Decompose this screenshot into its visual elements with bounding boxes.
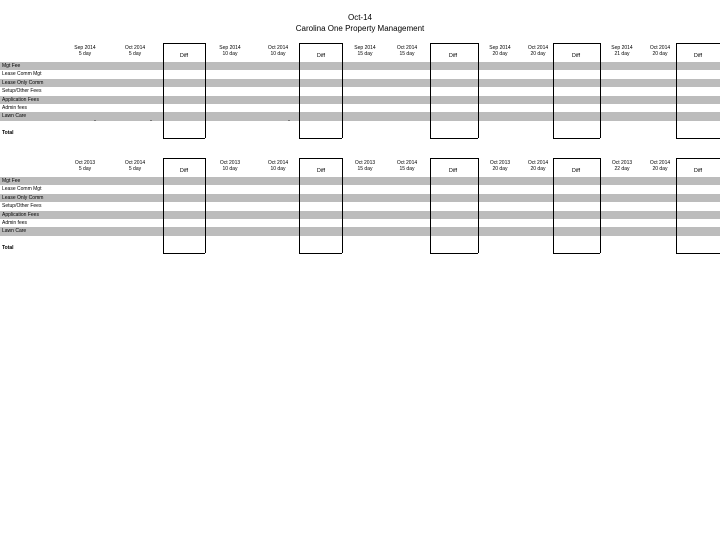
header-days: 15 day (357, 51, 373, 57)
table-row (0, 211, 720, 219)
diff-column-header: Diff (316, 53, 326, 59)
header-month: Oct 2013 (354, 160, 376, 166)
header-days: 15 day (399, 166, 415, 172)
header-days: 10 day (222, 166, 238, 172)
header-days: 20 day (652, 166, 668, 172)
table-row (0, 236, 720, 244)
diff-box-side (205, 43, 206, 138)
diff-box-side (600, 43, 601, 138)
header-month: Sep 2014 (219, 45, 241, 51)
diff-box-top (676, 158, 720, 159)
diff-box-bottom (163, 253, 205, 254)
diff-box-side (600, 158, 601, 253)
period-column-header (343, 43, 387, 61)
header-month: Sep 2014 (611, 45, 633, 51)
diff-column-header: Diff (693, 53, 703, 59)
total-row (0, 129, 720, 137)
total-row (0, 244, 720, 252)
dash-value: - (94, 117, 96, 124)
header-days: 20 day (530, 51, 546, 57)
header-days: 5 day (128, 51, 142, 57)
diff-box-side (676, 43, 677, 138)
header-month: Oct 2014 (396, 160, 418, 166)
header-month: Oct 2013 (489, 160, 511, 166)
table-row (0, 87, 720, 95)
header-month: Oct 2014 (267, 45, 289, 51)
table-row (0, 96, 720, 104)
row-label: Admin fees (2, 220, 28, 226)
period-column-header (256, 43, 300, 61)
diff-column-header: Diff (316, 168, 326, 174)
report-date: Oct-14 (347, 13, 372, 22)
period-column-header (63, 158, 107, 176)
row-label: Setup/Other Fees (2, 88, 42, 95)
header-month: Oct 2014 (124, 45, 146, 51)
row-label: Total (2, 130, 14, 137)
header-month: Oct 2014 (124, 160, 146, 166)
table-row (0, 121, 720, 129)
diff-box-bottom (553, 138, 600, 139)
header-days: 20 day (492, 166, 508, 172)
header-month: Oct 2013 (74, 160, 96, 166)
diff-box-side (553, 158, 554, 253)
dash-value: - (150, 117, 152, 124)
header-month: Oct 2014 (267, 160, 289, 166)
header-month: Sep 2014 (74, 45, 96, 51)
diff-column-header: Diff (179, 53, 189, 59)
header-month: Oct 2014 (527, 45, 549, 51)
header-days: 21 day (614, 51, 630, 57)
row-label: Admin fees (2, 105, 28, 111)
column-header-row (0, 158, 720, 176)
period-column-header (256, 158, 300, 176)
table-row (0, 62, 720, 70)
period-column-header (63, 43, 107, 61)
diff-box-bottom (299, 138, 342, 139)
diff-box-top (553, 158, 600, 159)
table-row (0, 177, 720, 185)
period-column-header (343, 158, 387, 176)
header-days: 10 day (270, 166, 286, 172)
diff-box-side (342, 43, 343, 138)
table-row (0, 79, 720, 87)
diff-column-header: Diff (571, 53, 581, 59)
table-row (0, 104, 720, 112)
diff-box-top (163, 158, 205, 159)
row-label: Lease Only Comm (2, 194, 44, 201)
row-label: Total (2, 245, 14, 252)
diff-box-bottom (676, 253, 720, 254)
header-days: 10 day (222, 51, 238, 57)
header-days: 10 day (270, 51, 286, 57)
header-days: 15 day (357, 166, 373, 172)
diff-box-side (342, 158, 343, 253)
header-days: 15 day (399, 51, 415, 57)
diff-box-top (430, 43, 478, 44)
row-label: Lease Comm Mgt (2, 71, 42, 78)
row-label: Lease Comm Mgt (2, 186, 42, 193)
diff-box-top (163, 43, 205, 44)
table-row (0, 112, 720, 120)
row-label: Application Fees (2, 96, 39, 103)
header-month: Sep 2014 (354, 45, 376, 51)
row-label: Application Fees (2, 211, 39, 218)
period-column-header (113, 158, 157, 176)
diff-box-bottom (163, 138, 205, 139)
header-days: 20 day (652, 51, 668, 57)
diff-box-top (430, 158, 478, 159)
row-label: Setup/Other Fees (2, 203, 42, 210)
period-column-header (385, 43, 429, 61)
diff-box-side (430, 43, 431, 138)
diff-column-header: Diff (448, 53, 458, 59)
diff-box-bottom (676, 138, 720, 139)
row-label: Mgt Fee (2, 178, 21, 184)
diff-box-top (299, 158, 342, 159)
header-days: 5 day (78, 166, 92, 172)
diff-column-header: Diff (693, 168, 703, 174)
diff-box-side (553, 43, 554, 138)
table-row (0, 202, 720, 210)
header-days: 20 day (492, 51, 508, 57)
diff-box-top (676, 43, 720, 44)
diff-box-top (553, 43, 600, 44)
diff-box-side (299, 43, 300, 138)
diff-column-header: Diff (571, 168, 581, 174)
diff-box-top (299, 43, 342, 44)
diff-box-side (478, 43, 479, 138)
period-column-header (113, 43, 157, 61)
period-column-header (208, 158, 252, 176)
header-days: 20 day (530, 166, 546, 172)
diff-column-header: Diff (179, 168, 189, 174)
diff-box-side (430, 158, 431, 253)
header-month: Oct 2014 (649, 45, 671, 51)
header-month: Sep 2014 (489, 45, 511, 51)
table-row (0, 70, 720, 78)
diff-box-bottom (430, 138, 478, 139)
period-column-header (385, 158, 429, 176)
row-label: Lawn Care (2, 113, 27, 120)
diff-box-side (478, 158, 479, 253)
row-label: Lawn Care (2, 228, 27, 235)
header-month: Oct 2014 (649, 160, 671, 166)
row-label: Mgt Fee (2, 63, 21, 69)
table-row (0, 185, 720, 193)
header-days: 5 day (128, 166, 142, 172)
diff-box-side (205, 158, 206, 253)
row-label: Lease Only Comm (2, 79, 44, 86)
period-column-header (208, 43, 252, 61)
header-days: 5 day (78, 51, 92, 57)
column-header-row (0, 43, 720, 61)
diff-box-bottom (553, 253, 600, 254)
diff-box-bottom (430, 253, 478, 254)
header-days: 22 day (614, 166, 630, 172)
diff-box-side (163, 43, 164, 138)
diff-column-header: Diff (448, 168, 458, 174)
header-month: Oct 2014 (527, 160, 549, 166)
table-row (0, 219, 720, 227)
diff-box-bottom (299, 253, 342, 254)
diff-box-side (299, 158, 300, 253)
report-title: Carolina One Property Management (295, 24, 425, 33)
header-month: Oct 2013 (219, 160, 241, 166)
table-row (0, 227, 720, 235)
dash-value: - (288, 117, 290, 124)
table-row (0, 194, 720, 202)
diff-box-side (676, 158, 677, 253)
header-month: Oct 2013 (611, 160, 633, 166)
header-month: Oct 2014 (396, 45, 418, 51)
diff-box-side (163, 158, 164, 253)
